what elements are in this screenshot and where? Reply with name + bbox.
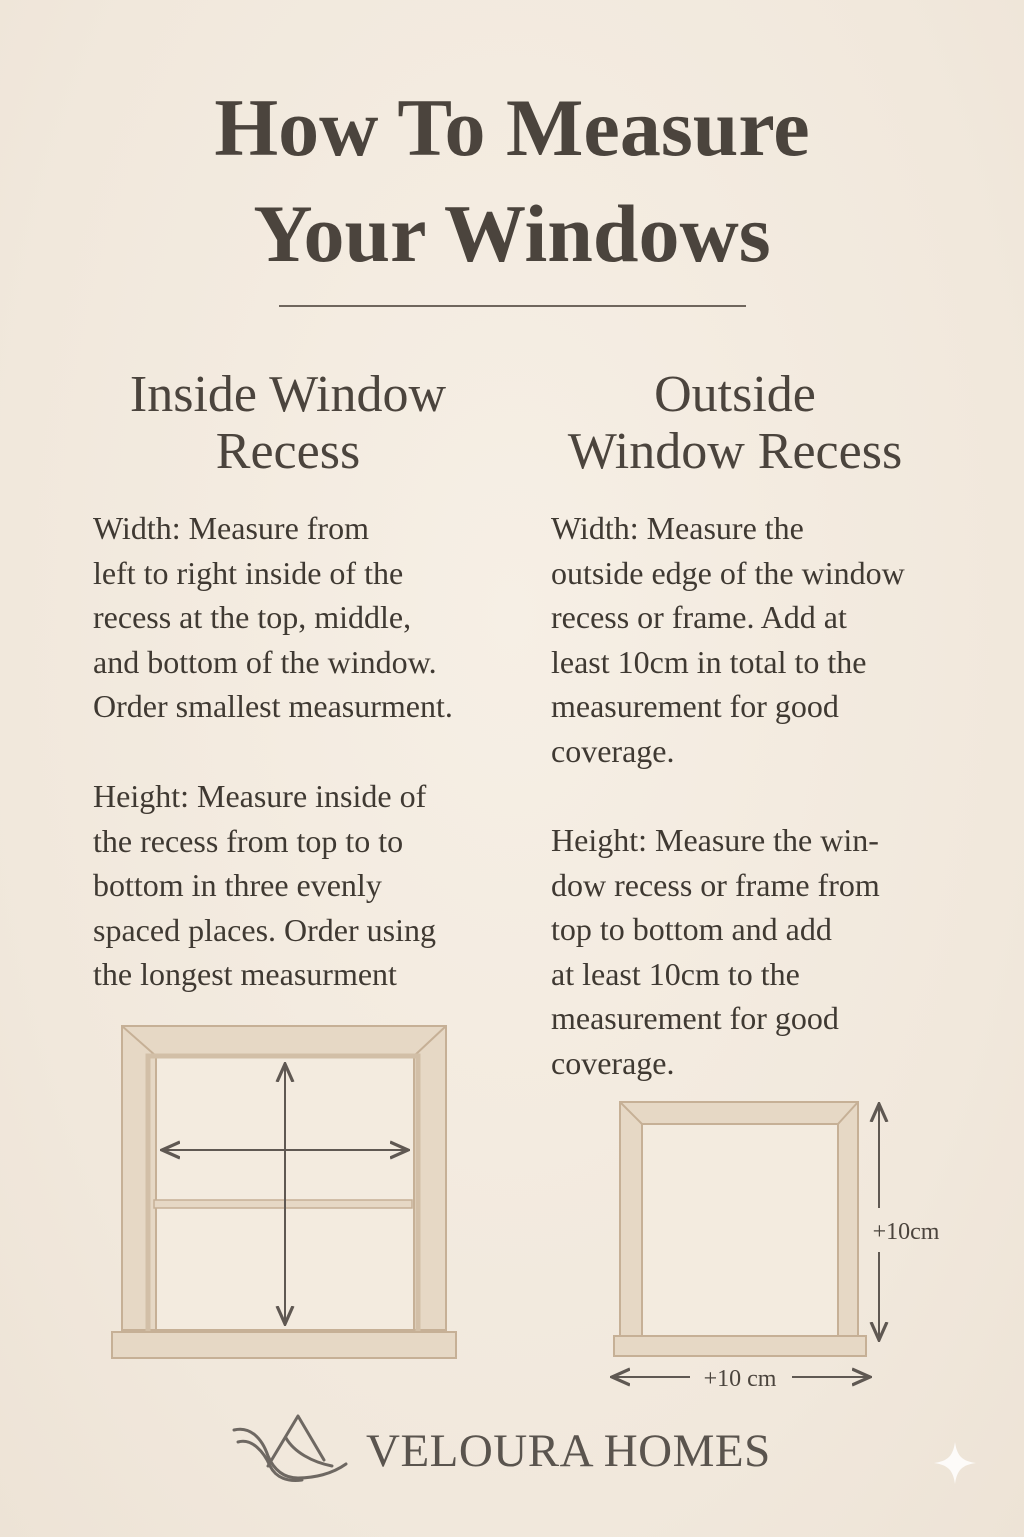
outside-width-instructions: Width: Measure the outside edge of the window recess or frame. Add at least 10cm in total to the measurement for good coverage.	[551, 510, 905, 769]
inside-height-instructions: Height: Measure inside of the recess from top to to bottom in three evenly spaced places. Order using the longest measurment	[93, 778, 436, 992]
outside-heading-line-1: Outside	[654, 366, 816, 423]
outside-width-allowance-label: +10 cm	[703, 1366, 777, 1392]
outside-window-diagram	[600, 1096, 960, 1396]
outside-height-allowance-label: +10cm	[872, 1219, 940, 1245]
sparkle-icon	[932, 1440, 978, 1486]
page-title-line-1: How To Measure	[214, 82, 810, 173]
outside-height-instructions: Height: Measure the win- dow recess or frame from top to bottom and add at least 10cm to the measurement for good coverage.	[551, 822, 880, 1081]
inside-heading-line-1: Inside Window	[129, 366, 447, 423]
title-divider	[279, 305, 746, 307]
outside-recess-heading	[530, 366, 940, 480]
brand-name: VELOURA HOMES	[366, 1425, 771, 1477]
brand-footer	[228, 1408, 808, 1488]
wave-leaf-logo-icon	[228, 1408, 352, 1486]
page-title-line-2: Your Windows	[253, 188, 771, 279]
inside-window-diagram	[108, 1020, 460, 1365]
outside-window-frame	[614, 1102, 866, 1356]
inside-recess-heading	[80, 366, 496, 480]
inside-width-instructions: Width: Measure from left to right inside of the recess at the top, middle, and bottom of the window. Order smallest measurment.	[93, 510, 453, 724]
outside-heading-line-2: Window Recess	[567, 423, 903, 480]
inside-heading-line-2: Recess	[215, 423, 361, 480]
